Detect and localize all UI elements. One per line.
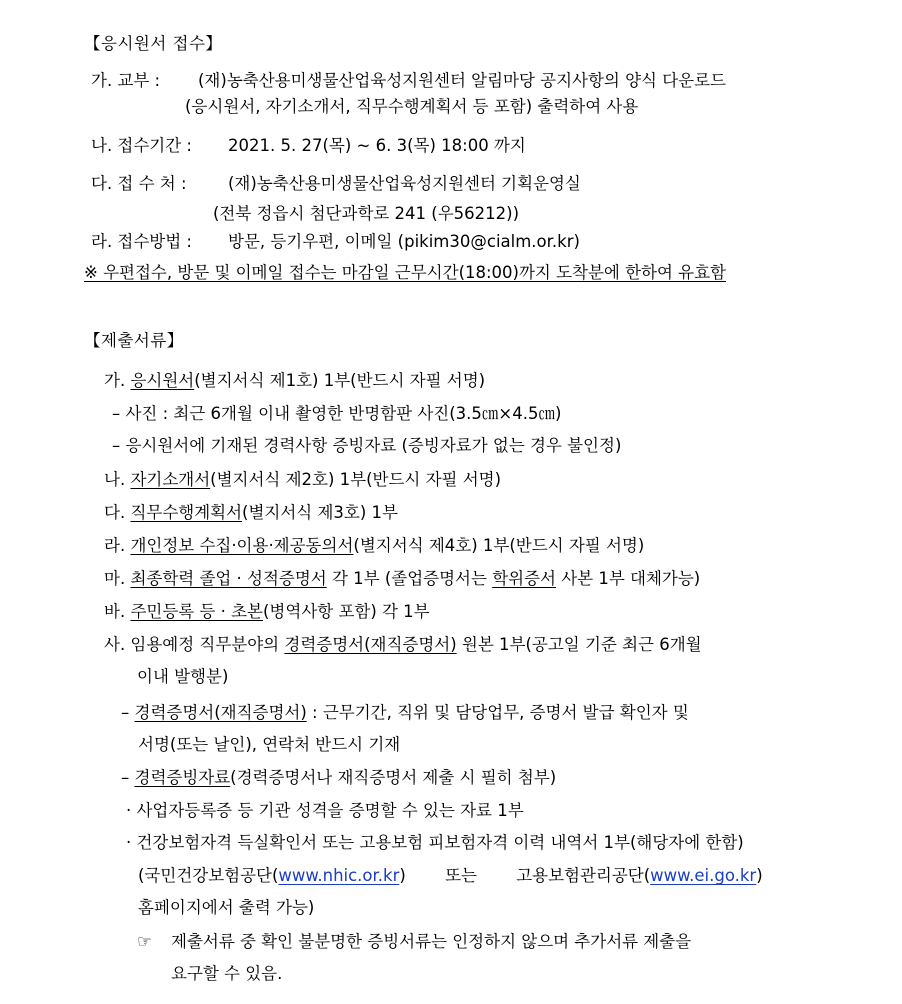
doc-bullet-insurance-line3: 홈페이지에서 출력 가능)	[138, 898, 315, 917]
doc-sa-sub1-dash: –	[121, 703, 130, 722]
doc-ba-name: 주민등록 등 · 초본	[130, 602, 263, 621]
doc-sa-sub2-name: 경력증빙자료	[134, 768, 231, 787]
doc-sa-sub1-line2: 서명(또는 날인), 연락처 반드시 기재	[138, 735, 401, 754]
doc-ga-sub1: – 사진 : 최근 6개월 이내 촬영한 반명함판 사진(3.5㎝×4.5㎝)	[112, 404, 562, 423]
nhic-prefix: (국민건강보험공단(	[138, 866, 279, 885]
ei-prefix: 고용보험관리공단(	[516, 866, 651, 885]
ei-link[interactable]: www.ei.go.kr	[650, 866, 757, 885]
doc-da-prefix: 다.	[104, 503, 126, 522]
doc-sa-sub1-rest: : 근무기간, 직위 및 담당업무, 증명서 발급 확인자 및	[312, 703, 689, 722]
doc-ra-name: 개인정보 수집·이용·제공동의서	[130, 536, 354, 555]
place-label: 다. 접 수 처 :	[91, 174, 187, 193]
doc-na-prefix: 나.	[104, 470, 126, 489]
doc-ba-row	[104, 601, 430, 623]
doc-na-row	[104, 469, 501, 491]
deadline-notice: ※ 우편접수, 방문 및 이메일 접수는 마감일 근무시간(18:00)까지 도착분에 한하여 유효함	[84, 263, 726, 282]
doc-ga-prefix: 가.	[104, 371, 126, 390]
doc-bullet-insurance-line2	[138, 865, 818, 887]
documents-section-title: 【제출서류】	[84, 331, 184, 350]
doc-sa-rest: 원본 1부(공고일 기준 최근 6개월	[461, 635, 702, 654]
doc-ga-row	[104, 370, 485, 392]
method-text: 방문, 등기우편, 이메일 (pikim30@cialm.or.kr)	[228, 232, 580, 251]
application-section-title: 【응시원서 접수】	[84, 34, 223, 53]
doc-ma-prefix: 마.	[104, 569, 126, 588]
doc-sa-row	[104, 634, 702, 656]
doc-sa-rest-line2: 이내 발행분)	[137, 667, 229, 686]
doc-bullet-insurance: · 건강보험자격 득실확인서 또는 고용보험 피보험자격 이력 내역서 1부(해당자에 한함)	[126, 833, 744, 852]
doc-ga-rest: (별지서식 제1호) 1부(반드시 자필 서명)	[194, 371, 486, 390]
doc-ga-sub2: – 응시원서에 기재된 경력사항 증빙자료 (증빙자료가 없는 경우 불인정)	[112, 436, 622, 455]
doc-ga-name: 응시원서	[130, 371, 195, 390]
nhic-suffix: )	[399, 866, 406, 885]
doc-ma-name: 최종학력 졸업 · 성적증명서	[130, 569, 327, 588]
doc-ra-row	[104, 535, 644, 557]
issue-label: 가. 교부 :	[91, 71, 161, 90]
final-note-line1: 제출서류 중 확인 불분명한 증빙서류는 인정하지 않으며 추가서류 제출을	[171, 932, 692, 951]
doc-da-name: 직무수행계획서	[130, 503, 243, 522]
doc-sa-name: 경력증명서(재직증명서)	[284, 635, 457, 654]
ei-suffix: )	[756, 866, 763, 885]
doc-ma-rest1: 각 1부 (졸업증명서는	[332, 569, 487, 588]
doc-sa-sub2-rest: (경력증명서나 재직증명서 제출 시 필히 첨부)	[230, 768, 557, 787]
final-note-line2: 요구할 수 있음.	[171, 964, 283, 983]
doc-sa-sub1	[121, 702, 689, 724]
method-label: 라. 접수방법 :	[91, 232, 192, 251]
doc-sa-sub2	[121, 767, 556, 789]
doc-bullet-business-reg: · 사업자등록증 등 기관 성격을 증명할 수 있는 자료 1부	[126, 801, 524, 820]
doc-ba-prefix: 바.	[104, 602, 126, 621]
doc-na-name: 자기소개서	[130, 470, 211, 489]
doc-da-rest: (별지서식 제3호) 1부	[242, 503, 398, 522]
doc-ba-rest: (병역사항 포함) 각 1부	[263, 602, 430, 621]
doc-ra-prefix: 라.	[104, 536, 126, 555]
period-text: 2021. 5. 27(목) ~ 6. 3(목) 18:00 까지	[228, 136, 526, 155]
pointer-hand-icon: ☞	[137, 932, 152, 951]
doc-na-rest: (별지서식 제2호) 1부(반드시 자필 서명)	[210, 470, 502, 489]
doc-sa-prefix: 사. 임용예정 직무분야의	[104, 635, 280, 654]
doc-sa-sub1-name: 경력증명서(재직증명서)	[134, 703, 307, 722]
doc-ma-row	[104, 568, 700, 590]
issue-text: (재)농축산용미생물산업육성지원센터 알림마당 공지사항의 양식 다운로드	[198, 71, 726, 90]
doc-sa-sub2-dash: –	[121, 768, 130, 787]
issue-text-line2: (응시원서, 자기소개서, 직무수행계획서 등 포함) 출력하여 사용	[185, 97, 639, 116]
doc-ma-name2: 학위증서	[492, 569, 556, 588]
place-text: (재)농축산용미생물산업육성지원센터 기획운영실	[228, 174, 581, 193]
nhic-link[interactable]: www.nhic.or.kr	[278, 866, 400, 885]
doc-ma-rest2: 사본 1부 대체가능)	[561, 569, 701, 588]
place-address: (전북 정읍시 첨단과학로 241 (우56212))	[213, 204, 520, 223]
period-label: 나. 접수기간 :	[91, 136, 192, 155]
doc-da-row	[104, 502, 398, 524]
or-text: 또는	[445, 866, 477, 885]
doc-ra-rest: (별지서식 제4호) 1부(반드시 자필 서명)	[353, 536, 645, 555]
